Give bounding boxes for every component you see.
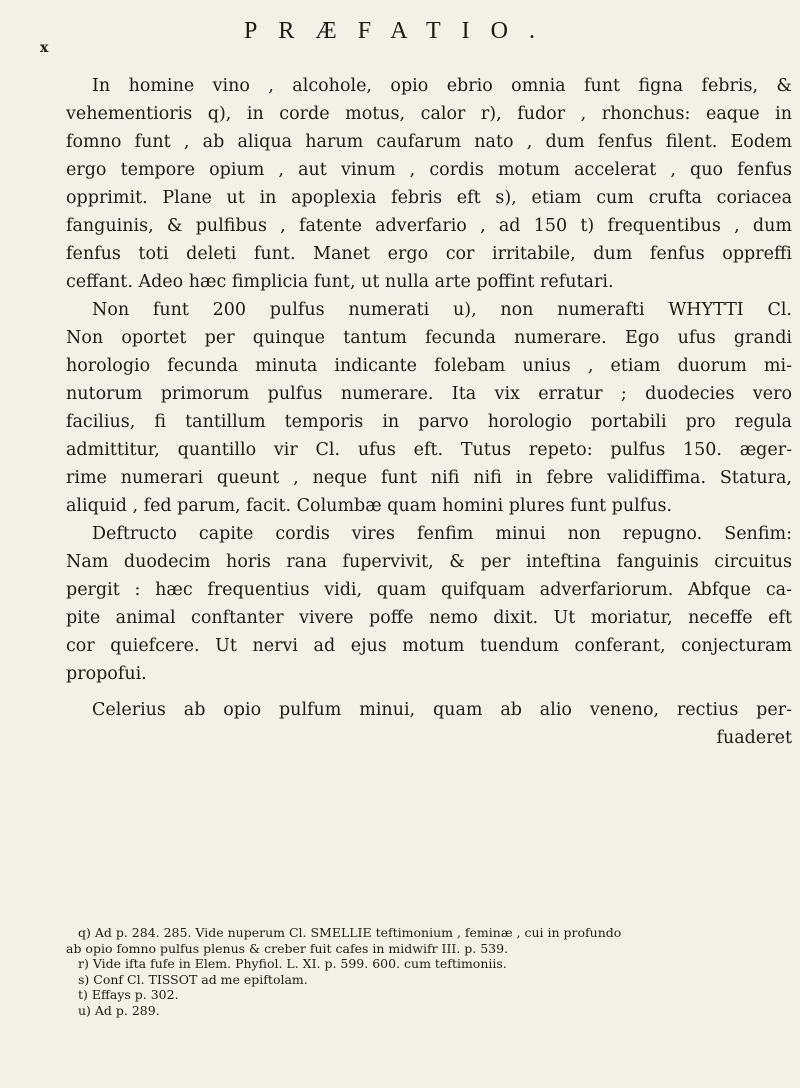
body-line: pergit : hæc frequentius vidi, quam quifquam adverfariorum. Abfque ca- (66, 580, 792, 600)
footnote: u) Ad p. 289. (78, 1002, 160, 1018)
body-line: rime numerari queunt , neque funt nifi nifi in febre validiffima. Statura, (66, 468, 792, 488)
body-line: Non funt 200 pulfus numerati u), non numerafti WHYTTI Cl. (92, 300, 792, 320)
body-line: Deftructo capite cordis vires fenfim minui non repugno. Senfim: (92, 524, 792, 544)
running-head: PRÆFATIO. (244, 18, 556, 44)
body-line: horologio fecunda minuta indicante folebam unius , etiam duorum mi- (66, 356, 792, 376)
body-line: vehementioris q), in corde motus, calor r), fudor , rhonchus: eaque in (66, 104, 792, 124)
body-line: Nam duodecim horis rana fupervivit, & per inteftina fanguinis circuitus (66, 552, 792, 572)
body-line: ergo tempore opium , aut vinum , cordis motum accelerat , quo fenfus (66, 160, 792, 180)
body-line: opprimit. Plane ut in apoplexia febris eft s), etiam cum crufta coriacea (66, 188, 792, 208)
body-line: pite animal conftanter vivere poffe nemo dixit. Ut moriatur, neceffe eft (66, 608, 792, 628)
body-line: admittitur, quantillo vir Cl. ufus eft. Tutus repeto: pulfus 150. æger- (66, 440, 792, 460)
body-line: ceffant. Adeo hæc fimplicia funt, ut nulla arte poffint refutari. (66, 272, 614, 292)
footnote: r) Vide ifta fufe in Elem. Phyfiol. L. XI. p. 599. 600. cum teftimoniis. (78, 956, 507, 971)
body-line: In homine vino , alcohole, opio ebrio omnia funt figna febris, & (92, 76, 792, 96)
body-line: cor quiefcere. Ut nervi ad ejus motum tuendum conferant, conjecturam (66, 636, 792, 656)
body-line: nutorum primorum pulfus numerare. Ita vix erratur ; duodecies vero (66, 384, 792, 404)
footnote: q) Ad p. 284. 285. Vide nuperum Cl. SMELLIE teftimonium , feminæ , cui in profundo (78, 925, 622, 940)
body-line: fanguinis, & pulfibus , fatente adverfario , ad 150 t) frequentibus , dum (66, 216, 792, 236)
body-line: facilius, fi tantillum temporis in parvo horologio portabili pro regula (66, 412, 792, 432)
catchword: fuaderet (716, 728, 792, 748)
footnote-continuation: ab opio fomno pulfus plenus & creber fuit cafes in midwifr III. p. 539. (66, 940, 509, 956)
body-text (66, 72, 792, 752)
body-line: propofui. (66, 664, 147, 684)
footnotes (66, 925, 792, 1018)
body-line: Non oportet per quinque tantum fecunda numerare. Ego ufus grandi (66, 328, 792, 348)
page-number: x (40, 40, 49, 56)
body-line: aliquid , fed parum, facit. Columbæ quam homini plures funt pulfus. (66, 496, 673, 516)
body-line: Celerius ab opio pulfum minui, quam ab alio veneno, rectius per- (92, 700, 792, 720)
footnote: t) Effays p. 302. (78, 987, 179, 1002)
body-line: fomno funt , ab aliqua harum caufarum nato , dum fenfus filent. Eodem (66, 132, 792, 152)
body-line: fenfus toti deleti funt. Manet ergo cor irritabile, dum fenfus oppreffi (66, 244, 792, 264)
footnote: s) Conf Cl. TISSOT ad me epiftolam. (78, 971, 308, 987)
